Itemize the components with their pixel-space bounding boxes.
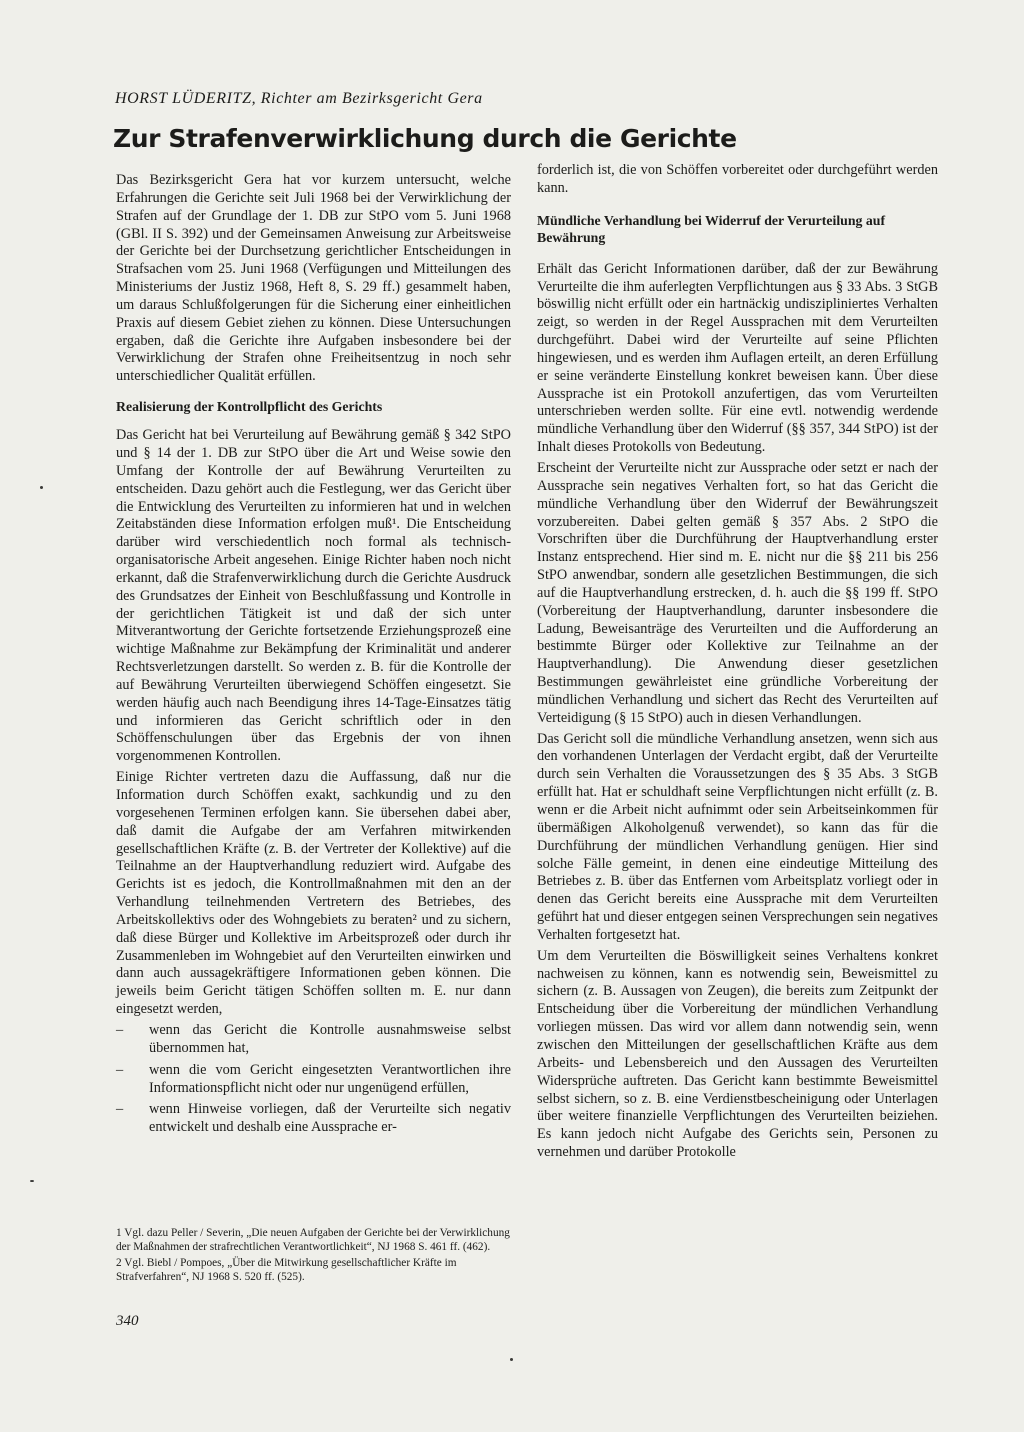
- section-heading-widerruf: Mündliche Verhandlung bei Widerruf der Verurteilung auf Bewährung: [537, 212, 886, 245]
- continuation-paragraph: forderlich ist, die von Schöffen vorbereitet oder durchgeführt werden kann.: [537, 162, 938, 196]
- body-paragraph: Erscheint der Verurteilte nicht zur Aussprache oder setzt er nach der Aussprache sein negatives Verhalten fort, so hat das Gericht die mündliche Verhandlung über den Widerruf der Bewährungszeit vorzubereiten. Dabei gelten gemäß § 357 Abs. 2 StPO die Vorschriften über die Durchführung der Hauptverhandlung erster Instanz entsprechend. Hier sind m. E. nicht nur die §§ 211 bis 256 StPO anwendbar, sondern alle gesetzlichen Bestimmungen, die sich auf die Hauptverhandlung erstrecken, d. h. auch die §§ 199 ff. StPO (Vorbereitung der Hauptverhandlung, darunter insbesondere die Ladung, Beweisanträge des Verurteilten und die Aufforderung an bestimmte Bürger oder Kollektive zur Teilnahme an der Hauptverhandlung). Die Anwendung dieser gesetzlichen Bestimmungen gewährleistet eine gründliche Vorbereitung der mündlichen Verhandlung und sichert das Recht des Verurteilten auf Verteidigung (§ 15 StPO) auch in diesen Verhandlungen.: [537, 459, 938, 726]
- scan-speck: [40, 486, 43, 489]
- list-item-text: wenn das Gericht die Kontrolle ausnahmsweise selbst übernommen hat,: [149, 1021, 511, 1056]
- body-paragraph: Um dem Verurteilten die Böswilligkeit seines Verhaltens konkret nachweisen zu können, kann es notwendig sein, Beweismittel zu sichern (z. B. Aussagen von Zeugen), die bereits zum Zeitpunkt der Entscheidung über die Vorbereitung der mündlichen Verhandlung vorliegen müssen. Das wird vor allem dann notwendig sein, wenn zwischen den Mitteilungen der gesellschaftlichen Kräfte aus dem Arbeits- und Lebensbereich und den Aussagen des Verurteilten Widersprüche auftreten. Das Gericht kann bestimmte Beweismittel selbst sichern, so z. B. eine Verdienstbescheinigung oder Unterlagen über weitere finanzielle Verpflichtungen des Verurteilten beiziehen. Es kann jedoch nicht Aufgabe des Gerichts sein, Personen zu vernehmen und darüber Protokolle: [537, 947, 938, 1161]
- right-column: [537, 162, 938, 1165]
- dash-list: [116, 1022, 511, 1137]
- body-paragraph: Das Gericht soll die mündliche Verhandlung ansetzen, wenn sich aus den vorhandenen Unterlagen der Verdacht ergibt, daß der Verurteilte durch sein Verhalten die Voraussetzungen des § 35 Abs. 3 StGB erfüllt hat. Hat er schuldhaft seine Verpflichtungen nicht erfüllt (z. B. wenn er die Arbeit nicht aufnimmt oder sein Arbeitseinkommen für übermäßigen Alkoholgenuß verwendet), so kann das für die Durchführung der mündlichen Verhandlung genügen. Hier sind solche Fälle gemeint, in denen eine eindeutige Mitteilung des Betriebes z. B. über das Entfernen vom Arbeitsplatz vorliegt oder in denen das Gericht bereits eine Aussprache mit dem Verurteilten geführt hat und dieser entgegen seinen Versprechungen sein negatives Verhalten fortgesetzt hat.: [537, 730, 938, 943]
- intro-paragraph: Das Bezirksgericht Gera hat vor kurzem untersucht, welche Erfahrungen die Gerichte seit Juli 1968 bei der Verwirklichung der Strafen auf der Grundlage der 1. DB zur StPO vom 5. Juni 1968 (GBl. II S. 392) und der Gemeinsamen Anweisung zur Arbeitsweise der Gerichte bei der Durchsetzung gerichtlicher Entscheidungen in Strafsachen vom 25. Juni 1968 (Verfügungen und Mitteilungen des Ministeriums der Justiz 1968, Heft 8, S. 29 ff.) gesammelt haben, um daraus Schlußfolgerungen für die Sicherung einer einheitlichen Praxis auf diesem Gebiet ziehen zu können. Diese Untersuchungen ergaben, daß die Gerichte ihre Aufgaben insbesondere bei der Verwirklichung der Strafen ohne Freiheitsentzug in noch sehr unterschiedlicher Qualität erfüllen.: [116, 172, 511, 385]
- footnotes: [116, 1227, 516, 1287]
- list-item: [116, 1062, 511, 1098]
- author-line: HORST LÜDERITZ, Richter am Bezirksgericht Gera: [115, 90, 483, 107]
- list-item-text: wenn Hinweise vorliegen, daß der Verurteilte sich negativ entwickelt und deshalb eine Aussprache er-: [149, 1101, 511, 1136]
- body-paragraph: Erhält das Gericht Informationen darüber, daß der zur Bewährung Verurteilte die ihm auferlegten Verpflichtungen aus § 33 Abs. 3 StGB böswillig nicht erfüllt oder ein hartnäckig undiszipliniertes Verhalten zeigt, so werden in der Regel Aussprachen mit dem Verurteilten durchgeführt. Dabei wird der Verurteilte auf seine Pflichten hingewiesen, und es werden ihm Auflagen erteilt, an deren Erfüllung er seine veränderte Einstellung konkret beweisen kann. Über diese Aussprache ist ein Protokoll anzufertigen, das vom Verurteilten unterschrieben werden sollte. Für eine evtl. notwendig werdende mündliche Verhandlung über den Widerruf (§§ 357, 344 StPO) ist der Inhalt dieses Protokolls von Bedeutung.: [537, 260, 938, 456]
- list-item-text: wenn die vom Gericht eingesetzten Verantwortlichen ihre Informationspflicht nicht oder nur ungenügend erfüllen,: [149, 1061, 511, 1096]
- body-paragraph: Das Gericht hat bei Verurteilung auf Bewährung gemäß § 342 StPO und § 14 der 1. DB zur StPO über die Art und Weise sowie den Umfang der Kontrolle der auf Bewährung Verurteilten zu entscheiden. Dazu gehört auch die Festlegung, wer das Gericht über die Entwicklung des Verurteilten zu informieren hat und in welchen Zeitabständen diese Information erfolgen muß¹. Die Entscheidung darüber wird verschiedentlich noch formal als technisch-organisatorische Arbeit angesehen. Einige Richter haben noch nicht erkannt, daß die Strafenverwirklichung durch die Gerichte Ausdruck des Grundsatzes der Einheit von Beschlußfassung und Kontrolle in der gerichtlichen Tätigkeit ist und daß der sich unter Mitverantwortung der Gerichte fortsetzende Erziehungsprozeß eine wichtige Maßnahme zur Bekämpfung der Kriminalität und anderer Rechtsverletzungen darstellt. So werden z. B. für die Kontrolle der auf Bewährung Verurteilten überwiegend Schöffen eingesetzt. Sie werden häufig auch nach Beendigung ihres 14-Tage-Einsatzes tätig und informieren das Gericht schriftlich oder in den Schöffenschulungen über das Ergebnis der von ihnen vorgenommenen Kontrollen.: [116, 427, 511, 765]
- dash-bullet: –: [116, 1101, 124, 1118]
- article-title: Zur Strafenverwirklichung durch die Gerichte: [113, 124, 737, 153]
- left-column: [116, 172, 511, 1141]
- footnote-2: 2 Vgl. Biebl / Pompoes, „Über die Mitwirkung gesellschaftlicher Kräfte im Strafverfahren“, NJ 1968 S. 520 ff. (525).: [116, 1257, 457, 1283]
- list-item: [116, 1022, 511, 1058]
- footnote-1: 1 Vgl. dazu Peller / Severin, „Die neuen Aufgaben der Gerichte bei der Verwirklichung der Maßnahmen der strafrechtlichen Verantwortlichkeit“, NJ 1968 S. 461 ff. (462).: [116, 1227, 510, 1253]
- scan-speck: [510, 1358, 513, 1361]
- dash-bullet: –: [116, 1021, 124, 1038]
- list-item: [116, 1101, 511, 1137]
- section-heading-kontrollpflicht: Realisierung der Kontrollpflicht des Gerichts: [116, 399, 383, 415]
- page-number: 340: [116, 1313, 139, 1329]
- body-paragraph: Einige Richter vertreten dazu die Auffassung, daß nur die Information durch Schöffen exakt, sachkundig und zu den vorgesehenen Terminen erfolgen kann. Sie übersehen dabei aber, daß damit die Aufgabe der am Verfahren mitwirkenden gesellschaftlichen Kräfte (z. B. der Vertreter der Kollektive) auf die Teilnahme an der Hauptverhandlung reduziert wird. Aufgabe des Gerichts ist es jedoch, die Kontrollmaßnahmen mit den an der Verhandlung teilnehmenden Vertretern des Betriebes, des Arbeitskollektivs oder des Wohngebiets zu beraten² und zu sichern, daß diese Bürger und Kollektive im Arbeitsprozeß oder durch ihr Zusammenleben im Wohngebiet auf den Verurteilten einwirken und dann auch aussagekräftigere Informationen geben können. Die jeweils beim Gericht tätigen Schöffen sollten m. E. nur dann eingesetzt werden,: [116, 769, 511, 1018]
- dash-bullet: –: [116, 1061, 124, 1078]
- scan-speck: [30, 1180, 34, 1182]
